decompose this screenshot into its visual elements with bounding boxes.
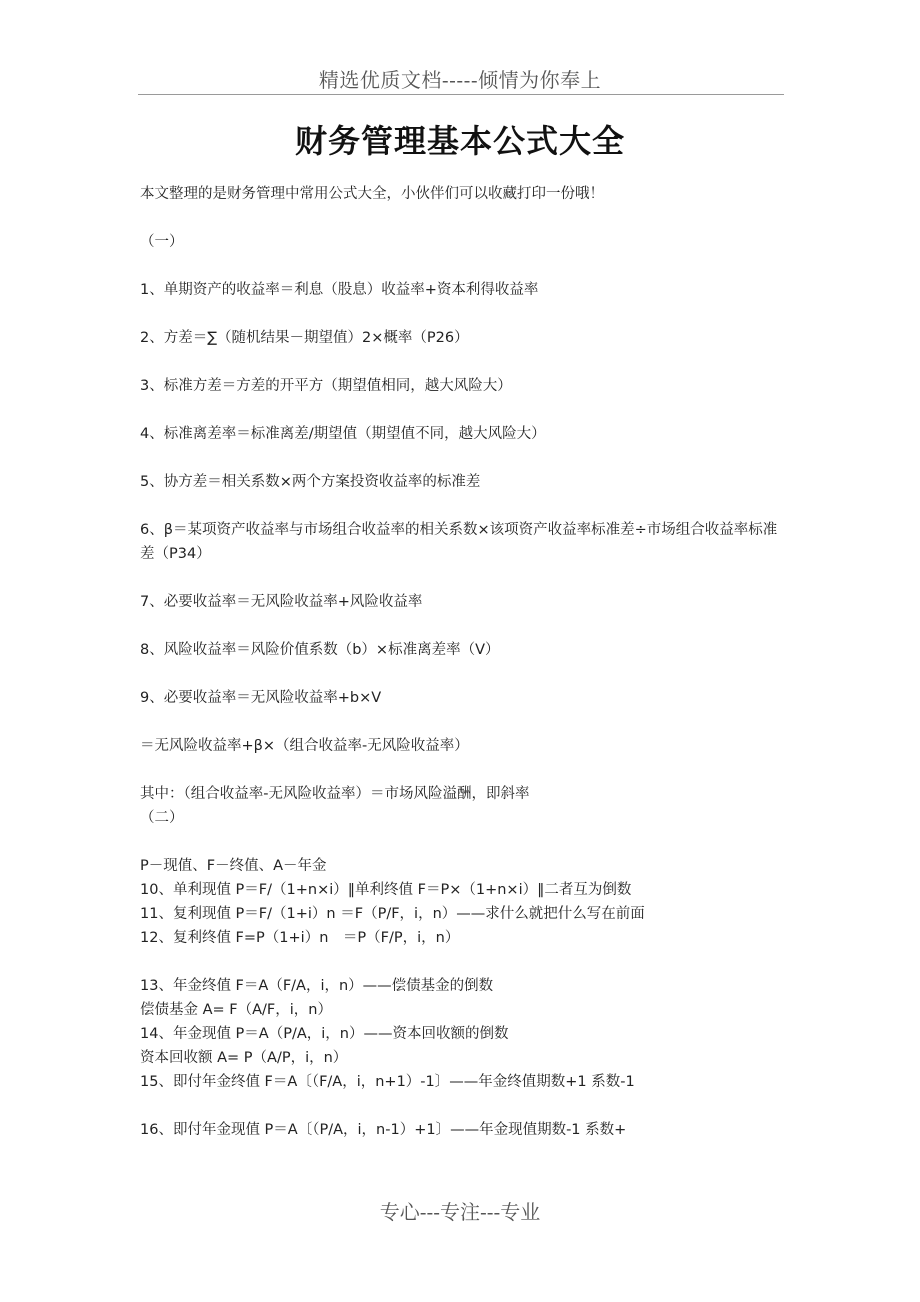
formula-15: 15、即付年金终值 F＝A〔（F/A，i，n+1）-1〕——年金终值期数+1 系数-1 [140,1074,635,1090]
formula-14-capital-recovery: 资本回收额 A= P（A/P，i，n） [140,1050,348,1066]
formula-4: 4、标准离差率＝标准离差/期望值（期望值不同，越大风险大） [140,426,546,442]
formula-5: 5、协方差＝相关系数×两个方案投资收益率的标准差 [140,474,481,490]
section-heading-2: （二） [140,810,184,826]
formula-10: 10、单利现值 P＝F/（1+n×i）‖单利终值 F＝P×（1+n×i）‖二者互为倒数 [140,882,632,898]
formula-13: 13、年金终值 F＝A（F/A，i，n）——偿债基金的倒数 [140,978,494,994]
formula-7: 7、必要收益率＝无风险收益率+风险收益率 [140,594,423,610]
page-header: 精选优质文档-----倾情为你奉上 [318,68,602,92]
formula-1: 1、单期资产的收益率＝利息（股息）收益率+资本利得收益率 [140,282,539,298]
formula-14: 14、年金现值 P＝A（P/A，i，n）——资本回收额的倒数 [140,1026,509,1042]
formula-16: 16、即付年金现值 P＝A〔（P/A，i，n-1）+1〕——年金现值期数-1 系数+ [140,1122,627,1138]
document-title: 财务管理基本公式大全 [294,122,625,160]
formula-8: 8、风险收益率＝风险价值系数（b）×标准离差率（V） [140,642,500,658]
formula-2: 2、方差＝∑（随机结果－期望值）2×概率（P26） [140,330,469,346]
formula-9-note: 其中：（组合收益率-无风险收益率）＝市场风险溢酬，即斜率 [140,786,530,802]
intro-paragraph: 本文整理的是财务管理中常用公式大全，小伙伴们可以收藏打印一份哦！ [140,186,604,202]
symbol-legend: P－现值、F－终值、A－年金 [140,858,327,874]
formula-9: 9、必要收益率＝无风险收益率+b×V [140,690,382,706]
formula-6: 6、β＝某项资产收益率与市场组合收益率的相关系数×该项资产收益率标准差÷市场组合收益率标准差（P34） [140,522,778,562]
formula-11: 11、复利现值 P＝F/（1+i）n ＝F（P/F，i，n）——求什么就把什么写在前面 [140,906,645,922]
formula-9-continued: ＝无风险收益率+β×（组合收益率-无风险收益率） [140,738,469,754]
header-divider [138,94,784,95]
formula-3: 3、标准方差＝方差的开平方（期望值相同，越大风险大） [140,378,512,394]
section-heading-1: （一） [140,234,184,250]
document-body [140,182,790,1142]
formula-12: 12、复利终值 F=P（1+i）n ＝P（F/P，i，n） [140,930,460,946]
formula-13-sinking-fund: 偿债基金 A= F（A/F，i，n） [140,1002,332,1018]
page-footer: 专心---专注---专业 [379,1200,541,1224]
